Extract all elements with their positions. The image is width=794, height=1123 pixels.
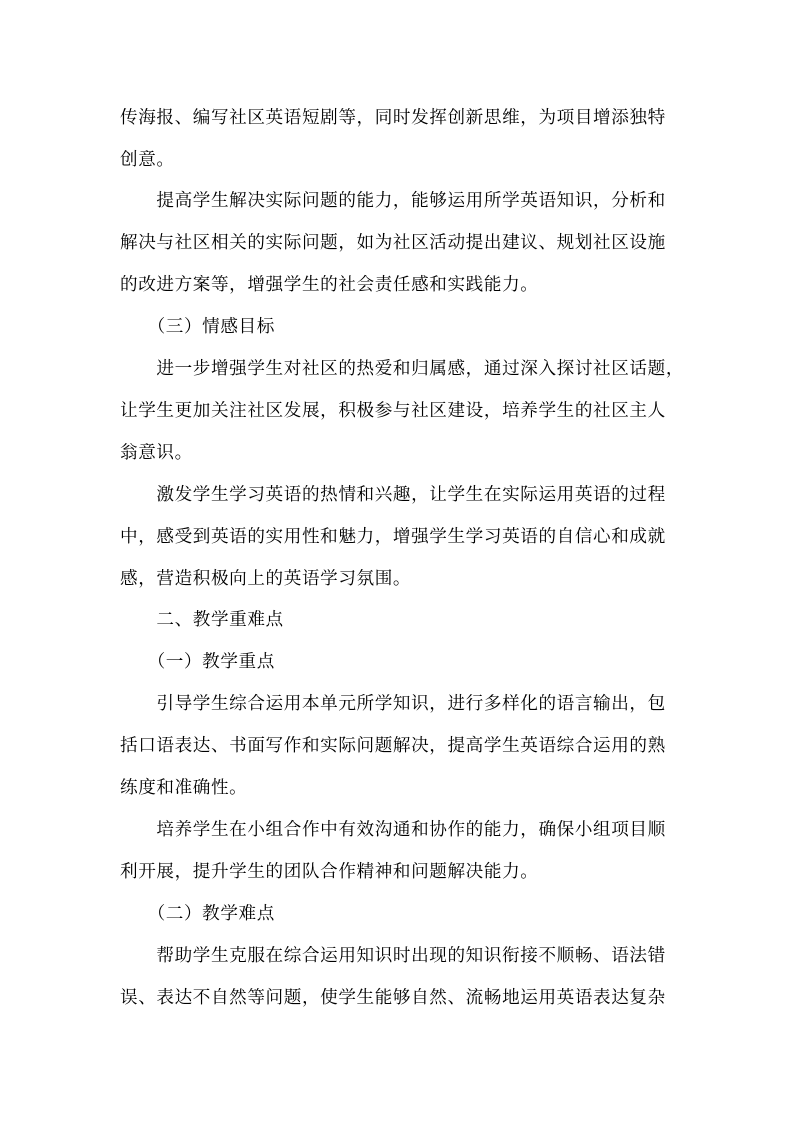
- paragraph-community-belonging: [120, 348, 685, 474]
- heading-text: 二、教学重难点: [120, 610, 284, 630]
- text-line: 帮助学生克服在综合运用知识时出现的知识衔接不顺畅、语法错: [120, 946, 666, 966]
- text-line: 感，营造积极向上的英语学习氛围。: [120, 569, 412, 589]
- text-line: 进一步增强学生对社区的热爱和归属感，通过深入探讨社区话题，: [120, 359, 685, 379]
- paragraph-continued: [120, 97, 680, 181]
- heading-key-difficult-points: [120, 599, 680, 641]
- text-line: 利开展，提升学生的团队合作精神和问题解决能力。: [120, 862, 539, 882]
- text-line: 培养学生在小组合作中有效沟通和协作的能力，确保小组项目顺: [120, 820, 666, 840]
- text-line: 练度和准确性。: [120, 778, 248, 798]
- text-line: 翁意识。: [120, 443, 193, 463]
- heading-text: （二）教学难点: [120, 904, 275, 924]
- text-line: 创意。: [120, 150, 175, 170]
- heading-text: （三）情感目标: [120, 317, 275, 337]
- paragraph-comprehensive-use: [120, 683, 680, 809]
- paragraph-group-cooperation: [120, 809, 680, 893]
- text-line: 让学生更加关注社区发展，积极参与社区建设，培养学生的社区主人: [120, 401, 666, 421]
- text-line: 解决与社区相关的实际问题，如为社区活动提出建议、规划社区设施: [120, 233, 666, 253]
- text-line: 的改进方案等，增强学生的社会责任感和实践能力。: [120, 275, 539, 295]
- text-line: 引导学生综合运用本单元所学知识，进行多样化的语言输出，包: [120, 694, 666, 714]
- text-line: 中，感受到英语的实用性和魅力，增强学生学习英语的自信心和成就: [120, 527, 666, 547]
- text-line: 激发学生学习英语的热情和兴趣，让学生在实际运用英语的过程: [120, 485, 666, 505]
- heading-teaching-focus: [120, 641, 680, 683]
- text-line: 提高学生解决实际问题的能力，能够运用所学英语知识，分析和: [120, 191, 666, 211]
- paragraph-problem-solving: [120, 180, 680, 306]
- text-line: 误、表达不自然等问题，使学生能够自然、流畅地运用英语表达复杂: [120, 988, 666, 1008]
- heading-affective-goals: [120, 306, 680, 348]
- heading-text: （一）教学重点: [120, 652, 275, 672]
- heading-teaching-difficulty: [120, 893, 680, 935]
- paragraph-overcome-problems: [120, 935, 680, 1019]
- text-line: 传海报、编写社区英语短剧等，同时发挥创新思维，为项目增添独特: [120, 108, 666, 128]
- text-line: 括口语表达、书面写作和实际问题解决，提高学生英语综合运用的熟: [120, 736, 666, 756]
- paragraph-english-interest: [120, 474, 680, 600]
